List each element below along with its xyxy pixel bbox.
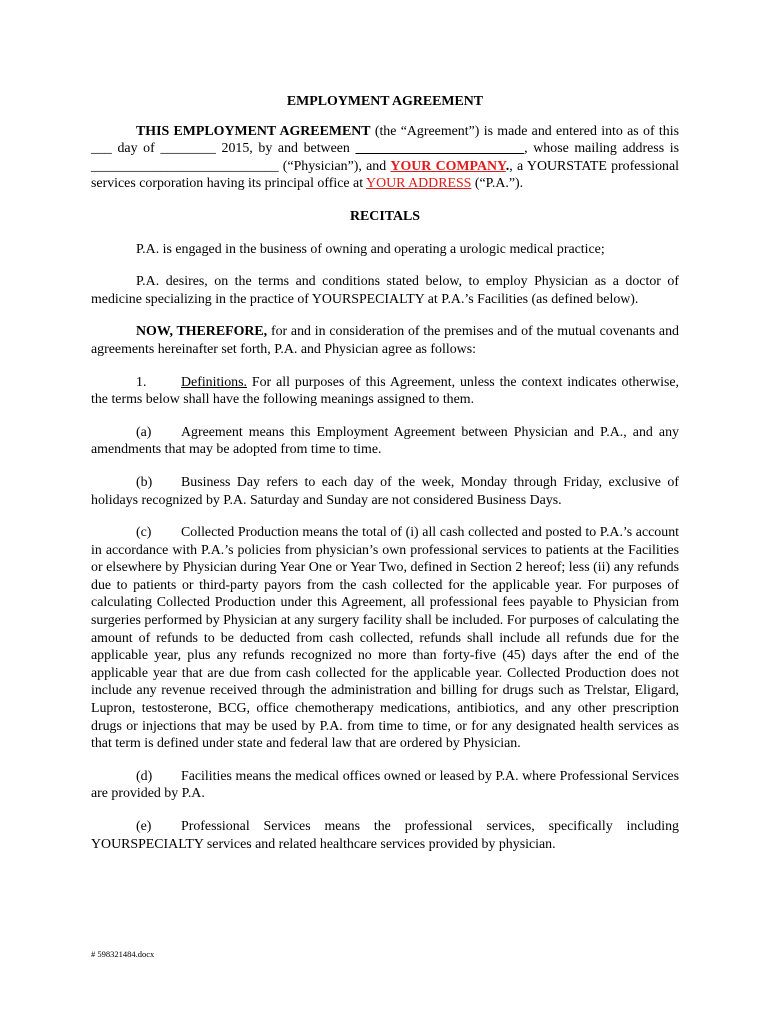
intro-text-3: , a YOURSTATE professional services corporation having its principal office at: [91, 158, 679, 192]
definition-label: (e): [136, 819, 152, 834]
now-therefore-text: for and in consideration of the premises and of the mutual covenants and agreements hereinafter set forth, P.A. and Physician agree as follows:: [91, 324, 679, 357]
intro-lead: THIS EMPLOYMENT AGREEMENT: [136, 123, 371, 139]
intro-text-4: (“P.A.”).: [471, 176, 524, 192]
section-1-number: 1.: [136, 374, 147, 390]
definition-a: [91, 424, 679, 459]
now-therefore-lead: NOW, THEREFORE,: [136, 324, 268, 340]
definition-text: Business Day refers to each day of the week, Monday through Friday, exclusive of holidays recognized by P.A. Saturday and Sunday are not considered Business Days.: [91, 474, 679, 508]
definition-text: Facilities means the medical offices owned or leased by P.A. where Professional Services are provided by P.A.: [91, 768, 679, 802]
definition-b: [91, 474, 679, 509]
address-placeholder: YOUR ADDRESS: [366, 176, 472, 192]
definition-c: [91, 524, 679, 753]
recitals-heading: RECITALS: [350, 208, 420, 224]
section-1-paragraph: [91, 374, 679, 409]
intro-text-2: , whose mailing address is ___________________________ (“Physician”), and: [91, 141, 679, 174]
recital-1: P.A. is engaged in the business of owning and operating a urologic medical practice;: [136, 241, 605, 257]
section-1-text: For all purposes of this Agreement, unless the context indicates otherwise, the terms below shall have the following meanings assigned to them.: [91, 374, 679, 408]
intro-text-1: (the “Agreement”) is made and entered into as of this ___ day of ________ 2015, by and between: [91, 123, 679, 157]
definition-text: Agreement means this Employment Agreement between Physician and P.A., and any amendments that may be adopted from time to time.: [91, 424, 679, 458]
section-1-title: Definitions.: [181, 374, 247, 390]
definition-label: (c): [136, 525, 152, 541]
intro-paragraph: THIS EMPLOYMENT AGREEMENT (the “Agreement”) is made and entered into as of this ___ day of ________ 2015, by and between , whose mailing address is ___________________________ (“Physician”), and YOUR COMPANY., a YOURSTATE professional services corporation having its principal office at YOUR ADDRESS (“P.A.”).: [91, 123, 679, 192]
definition-text: Professional Services means the professional services, specifically including YOURSPECIALTY services and related healthcare services provided by physician.: [91, 819, 679, 852]
now-therefore-paragraph: [91, 323, 679, 358]
definition-label: (a): [136, 424, 152, 440]
document-title: EMPLOYMENT AGREEMENT: [286, 94, 484, 109]
definition-label: (d): [136, 768, 153, 784]
definition-e: [91, 818, 679, 853]
definition-text: Collected Production means the total of (i) all cash collected and posted to P.A.’s account in accordance with P.A.’s policies from physician’s own professional services to patients at the Facilities or elsewhere by Physician during Year One or Year Two, defined in Section 2 hereof; less (ii) any refunds due to patients or third-party payors from the cash collected for the applicable year. For purposes of calculating Collected Production under this Agreement, all professional fees payable to Physician from surgeries performed by Physician at any surgery facility shall be included. For purposes of calculating the amount of refunds to be deducted from cash collected, refunds shall include all refunds due for the applicable year, plus any refunds recognized no more than forty-five (45) days after the end of the applicable year that are due from cash collected for the applicable year. Collected Production does not include any revenue received through the administration and billing for drugs such as Trelstar, Eligard, Lupron, testosterone, BCG, office chemotherapy medications, antibiotics, and any other prescription drugs or injections that may be used by P.A. from time to time, or for any designated health services as that term is defined under state and federal law that are ordered by Physician.: [91, 525, 679, 752]
definition-d: [91, 768, 679, 803]
definition-label: (b): [136, 474, 153, 490]
document-footer: # 598321484.docx: [91, 949, 155, 959]
company-placeholder: YOUR COMPANY: [390, 158, 506, 174]
intro-blank: [355, 141, 524, 156]
recital-2: P.A. desires, on the terms and conditions stated below, to employ Physician as a doctor of medicine specializing in the practice of YOURSPECIALTY at P.A.’s Facilities (as defined below).: [91, 274, 679, 307]
